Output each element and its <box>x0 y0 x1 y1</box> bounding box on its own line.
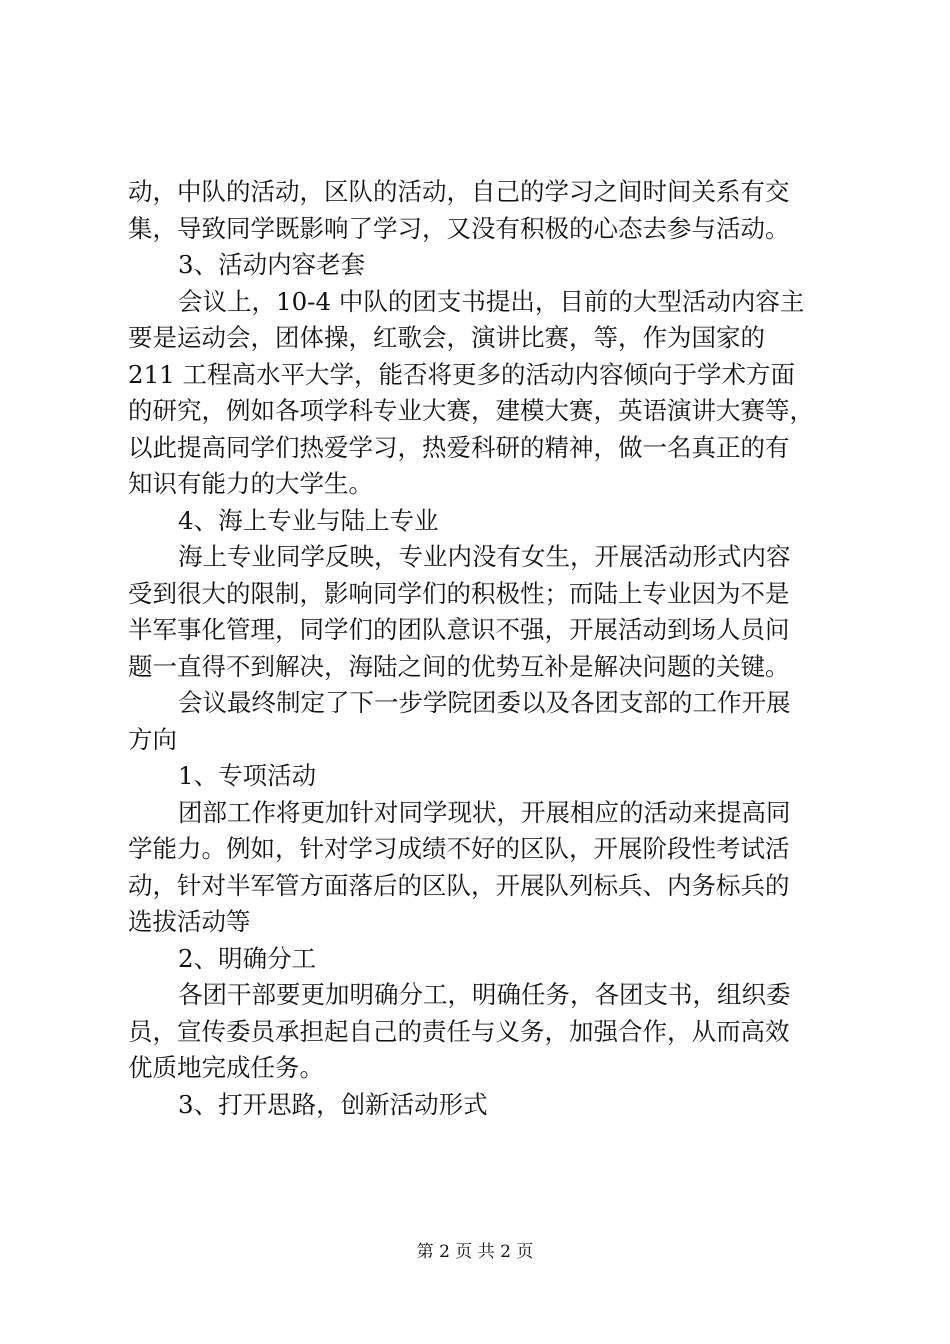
paragraph-line: 的研究，例如各项学科专业大赛，建模大赛，英语演讲大赛等， <box>128 396 814 425</box>
section-heading: 4、海上专业与陆上专业 <box>178 505 439 535</box>
page-number-label: 第 2 页 共 2 页 <box>416 1242 534 1262</box>
section-heading: 2、明确分工 <box>178 943 317 973</box>
paragraph-line: 题一直得不到解决，海陆之间的优势互补是解决问题的关键。 <box>128 651 790 681</box>
paragraph-line: 动，中队的活动，区队的活动，自己的学习之间时间关系有交 <box>128 177 790 206</box>
section-heading: 3、活动内容老套 <box>178 250 366 279</box>
paragraph-line: 要是运动会，团体操，红歌会，演讲比赛，等，作为国家的 <box>128 323 765 352</box>
section-heading: 1、专项活动 <box>178 761 317 790</box>
paragraph-line: 会议上，10-4 中队的团支书提出，目前的大型活动内容主 <box>178 286 805 316</box>
paragraph-line: 集，导致同学既影响了学习，又没有积极的心态去参与活动。 <box>128 213 790 243</box>
page-footer <box>0 1240 950 1264</box>
paragraph-line: 方向 <box>128 724 177 754</box>
paragraph-line: 会议最终制定了下一步学院团委以及各团支部的工作开展 <box>178 688 791 717</box>
paragraph-line: 员，宣传委员承担起自己的责任与义务，加强合作，从而高效 <box>128 1016 790 1046</box>
paragraph-line: 海上专业同学反映，专业内没有女生，开展活动形式内容 <box>178 542 791 571</box>
paragraph-line: 团部工作将更加针对同学现状，开展相应的活动来提高同 <box>178 797 791 827</box>
paragraph-line: 211 工程高水平大学，能否将更多的活动内容倾向于学术方面 <box>128 359 796 389</box>
section-heading: 3、打开思路，创新活动形式 <box>178 1089 488 1119</box>
paragraph-line: 知识有能力的大学生。 <box>128 469 373 498</box>
paragraph-line: 各团干部要更加明确分工，明确任务，各团支书，组织委 <box>178 980 791 1009</box>
document-body <box>128 174 838 1123</box>
paragraph-line: 以此提高同学们热爱学习，热爱科研的精神，做一名真正的有 <box>128 432 790 462</box>
paragraph-line: 受到很大的限制，影响同学们的积极性；而陆上专业因为不是 <box>128 578 790 608</box>
paragraph-line: 选拔活动等 <box>128 907 251 936</box>
paragraph-line: 动，针对半军管方面落后的区队，开展队列标兵、内务标兵的 <box>128 870 790 900</box>
paragraph-line: 半军事化管理，同学们的团队意识不强，开展活动到场人员问 <box>128 615 790 644</box>
paragraph-line: 优质地完成任务。 <box>128 1053 324 1082</box>
paragraph-line: 学能力。例如，针对学习成绩不好的区队，开展阶段性考试活 <box>128 834 790 863</box>
